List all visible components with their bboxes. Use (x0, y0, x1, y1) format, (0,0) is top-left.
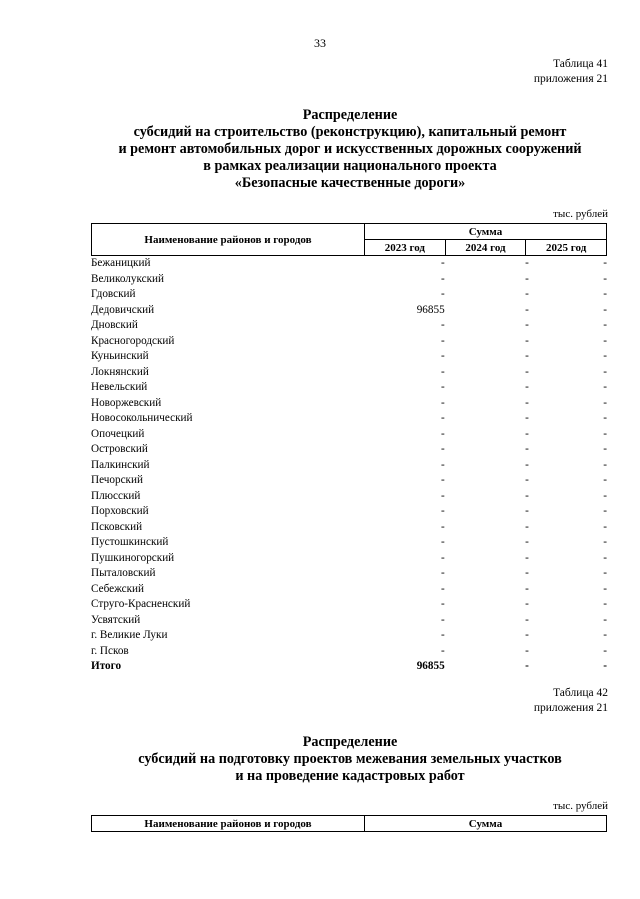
table-row (91, 551, 607, 567)
district-name: Красногородский (91, 334, 175, 347)
table-row (91, 644, 607, 660)
amount-2023: - (440, 489, 445, 502)
column-header-sum: Сумма (365, 224, 607, 240)
table-42-ref-line: Таблица 42 (553, 687, 608, 699)
table-row (91, 272, 607, 288)
district-name: Усвятский (91, 613, 141, 626)
column-header-name: Наименование районов и городов (92, 224, 365, 256)
table-41-appendix-line: приложения 21 (533, 73, 608, 85)
district-name: Локнянский (91, 365, 149, 378)
table-row (91, 473, 607, 489)
amount-2023: - (440, 458, 445, 471)
amount-2024: - (525, 644, 529, 657)
amount-2025: - (603, 629, 607, 642)
amount-2024: - (525, 319, 529, 332)
amount-2023: 96855 (416, 660, 445, 673)
district-name: Палкинский (91, 458, 150, 471)
amount-2023: - (440, 567, 445, 580)
district-name: Пыталовский (91, 567, 156, 580)
table-41-header (91, 223, 607, 256)
district-name: Себежский (91, 582, 144, 595)
district-name: Невельский (91, 381, 148, 394)
amount-2025: - (603, 551, 607, 564)
table-row (91, 396, 607, 412)
title-line: субсидий на строительство (реконструкцию), капитальный ремонт (133, 124, 567, 140)
table-41-body (91, 256, 607, 675)
amount-2025: - (603, 427, 607, 440)
amount-2023: - (440, 334, 445, 347)
amount-2024: - (525, 381, 529, 394)
table-row (91, 380, 607, 396)
title-line: и на проведение кадастровых работ (235, 768, 465, 784)
district-name: Пустошкинский (91, 536, 169, 549)
amount-2024: - (525, 474, 529, 487)
amount-2024: - (525, 257, 529, 270)
table-row (91, 411, 607, 427)
amount-2025: - (603, 536, 607, 549)
column-header-name: Наименование районов и городов (92, 816, 365, 832)
amount-2024: - (525, 365, 529, 378)
amount-2023: - (440, 365, 445, 378)
title-line: в рамках реализации национального проекта (203, 158, 497, 174)
title-line: Распределение (302, 734, 398, 750)
table-row (91, 458, 607, 474)
amount-2023: - (440, 412, 445, 425)
title-line: Распределение (302, 107, 398, 123)
title-line: «Безопасные качественные дороги» (234, 175, 466, 191)
amount-2024: - (525, 598, 529, 611)
district-name: Струго-Красненский (91, 598, 191, 611)
table-row (91, 504, 607, 520)
district-name: Итого (91, 660, 122, 673)
table-41-ref-line: Таблица 41 (553, 58, 608, 70)
table-row (91, 535, 607, 551)
total-row (91, 659, 607, 675)
table-row (91, 520, 607, 536)
amount-2023: - (440, 396, 445, 409)
amount-2024: - (525, 489, 529, 502)
table-42-units: тыс. рублей (553, 800, 608, 812)
amount-2024: - (525, 288, 529, 301)
title-line: и ремонт автомобильных дорог и искусственных дорожных сооружений (118, 141, 582, 157)
amount-2025: - (603, 613, 607, 626)
district-name: Гдовский (91, 288, 136, 301)
amount-2025: - (603, 396, 607, 409)
amount-2025: - (603, 412, 607, 425)
table-row (91, 597, 607, 613)
amount-2025: - (603, 458, 607, 471)
amount-2023: - (440, 551, 445, 564)
table-row (91, 566, 607, 582)
table-row (91, 365, 607, 381)
amount-2024: - (525, 334, 529, 347)
column-header-2023: 2023 год (365, 240, 446, 256)
amount-2025: - (603, 644, 607, 657)
amount-2023: - (440, 427, 445, 440)
district-name: Дновский (91, 319, 138, 332)
district-name: г. Великие Луки (91, 629, 168, 642)
amount-2023: 96855 (416, 303, 445, 316)
amount-2025: - (603, 598, 607, 611)
amount-2024: - (525, 551, 529, 564)
amount-2023: - (440, 629, 445, 642)
table-row (91, 256, 607, 272)
amount-2024: - (525, 567, 529, 580)
amount-2023: - (440, 582, 445, 595)
district-name: Великолукский (91, 272, 165, 285)
amount-2023: - (440, 505, 445, 518)
district-name: Новосокольнический (91, 412, 193, 425)
amount-2023: - (440, 257, 445, 270)
amount-2025: - (603, 350, 607, 363)
amount-2023: - (440, 598, 445, 611)
amount-2023: - (440, 443, 445, 456)
amount-2024: - (525, 443, 529, 456)
page-number: 33 (314, 36, 326, 50)
table-row (91, 303, 607, 319)
column-header-2024: 2024 год (445, 240, 526, 256)
table-row (91, 318, 607, 334)
district-name: Дедовичский (91, 303, 155, 316)
district-name: Бежаницкий (91, 257, 151, 270)
table-42-reference (534, 686, 608, 716)
amount-2024: - (525, 458, 529, 471)
amount-2024: - (525, 629, 529, 642)
district-name: Куньинский (91, 350, 149, 363)
district-name: Опочецкий (91, 427, 145, 440)
amount-2023: - (440, 381, 445, 394)
amount-2024: - (525, 582, 529, 595)
table-row (91, 582, 607, 598)
amount-2023: - (440, 644, 445, 657)
table-row (91, 613, 607, 629)
amount-2024: - (525, 412, 529, 425)
amount-2023: - (440, 536, 445, 549)
table-row (91, 334, 607, 350)
amount-2024: - (525, 350, 529, 363)
amount-2024: - (525, 396, 529, 409)
amount-2025: - (603, 660, 607, 673)
amount-2025: - (603, 520, 607, 533)
amount-2024: - (525, 272, 529, 285)
district-name: Островский (91, 443, 148, 456)
amount-2023: - (440, 272, 445, 285)
district-name: г. Псков (91, 644, 129, 657)
amount-2025: - (603, 319, 607, 332)
amount-2025: - (603, 334, 607, 347)
table-row (91, 349, 607, 365)
table-41-units: тыс. рублей (553, 208, 608, 220)
amount-2023: - (440, 319, 445, 332)
table-42-header (91, 815, 607, 832)
amount-2024: - (525, 520, 529, 533)
table-row (91, 427, 607, 443)
table-42-appendix-line: приложения 21 (533, 702, 608, 714)
amount-2025: - (603, 365, 607, 378)
amount-2024: - (525, 303, 529, 316)
district-name: Печорский (91, 474, 143, 487)
amount-2025: - (603, 505, 607, 518)
amount-2025: - (603, 582, 607, 595)
table-row (91, 628, 607, 644)
amount-2024: - (525, 427, 529, 440)
table-row (91, 442, 607, 458)
amount-2024: - (525, 505, 529, 518)
amount-2023: - (440, 350, 445, 363)
district-name: Пушкиногорский (91, 551, 175, 564)
table-row (91, 489, 607, 505)
title-line: субсидий на подготовку проектов межевания земельных участков (138, 751, 562, 767)
amount-2025: - (603, 489, 607, 502)
amount-2025: - (603, 567, 607, 580)
amount-2024: - (525, 613, 529, 626)
amount-2025: - (603, 257, 607, 270)
amount-2024: - (525, 536, 529, 549)
table-41-title (60, 107, 640, 192)
table-row (91, 287, 607, 303)
amount-2025: - (603, 381, 607, 394)
amount-2025: - (603, 443, 607, 456)
amount-2025: - (603, 288, 607, 301)
amount-2025: - (603, 474, 607, 487)
amount-2023: - (440, 474, 445, 487)
amount-2025: - (603, 272, 607, 285)
column-header-2025: 2025 год (526, 240, 607, 256)
table-41-reference (534, 57, 608, 87)
district-name: Порховский (91, 505, 149, 518)
column-header-sum: Сумма (365, 816, 607, 832)
district-name: Псковский (91, 520, 143, 533)
amount-2024: - (525, 660, 529, 673)
amount-2023: - (440, 613, 445, 626)
amount-2025: - (603, 303, 607, 316)
amount-2023: - (440, 288, 445, 301)
district-name: Плюсский (91, 489, 141, 502)
district-name: Новоржевский (91, 396, 162, 409)
amount-2023: - (440, 520, 445, 533)
table-42-title (60, 734, 640, 785)
